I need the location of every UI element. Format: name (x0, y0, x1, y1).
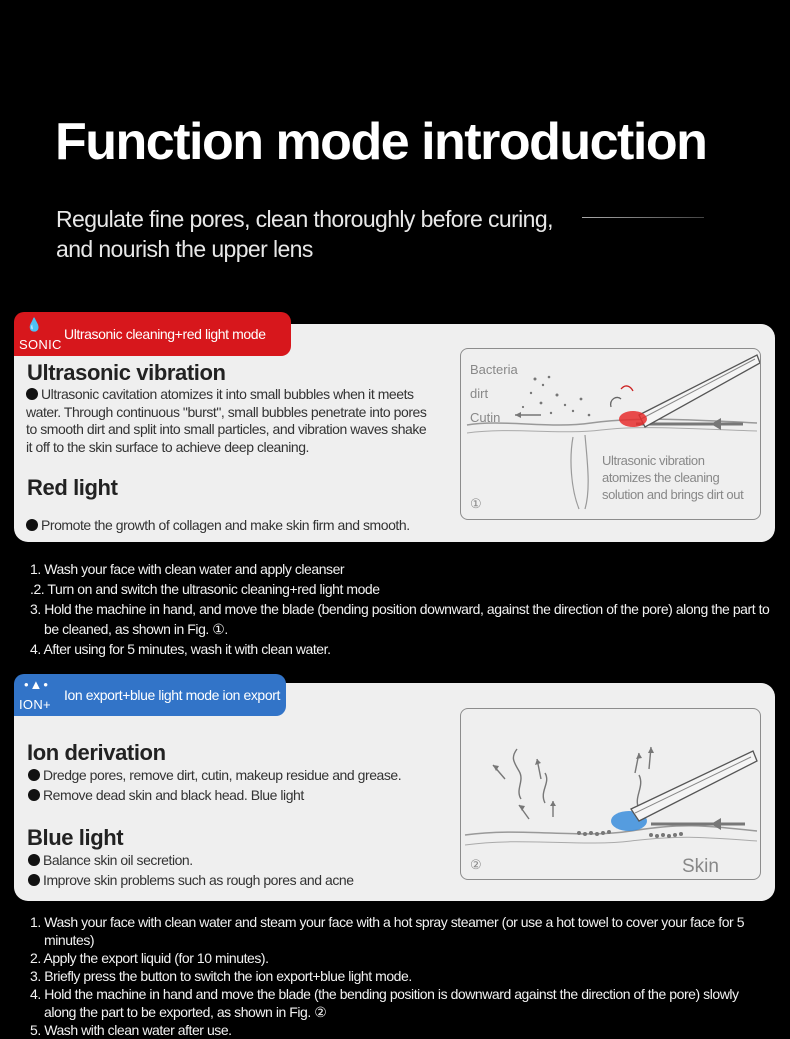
red-light-heading: Red light (27, 475, 118, 500)
wave-arrows (493, 747, 651, 819)
sonic-mode-badge (14, 312, 291, 356)
blue-item (28, 872, 448, 890)
ion-steps (30, 913, 770, 1039)
ion-diagram (461, 709, 760, 879)
dirt-label: dirt (470, 386, 489, 401)
figure1-number: ① (470, 496, 482, 511)
step-item: 4. After using for 5 minutes, wash it with clean water. (30, 641, 331, 657)
skin-label: Skin (682, 856, 719, 877)
step-item: 1. Wash your face with clean water and apply cleanser (30, 561, 345, 577)
red-light-description: Promote the growth of collagen and make skin firm and smooth. (41, 517, 410, 533)
ultrasonic-description: Ultrasonic cavitation atomizes it into small bubbles when it meets water. Through continuous "burst", small bubbles penetrate into pores to smooth dirt and split into small particles, and vibration waves shake it off to the skin surface to achieve deep cleaning. (26, 386, 427, 455)
bullet-icon (28, 874, 40, 886)
bullet-icon (28, 854, 40, 866)
ion-derivation-heading: Ion derivation (27, 740, 166, 765)
ultrasonic-diagram (461, 349, 760, 519)
drops-icon: 💧 SONIC (19, 317, 62, 352)
cutin-label: Cutin (470, 410, 501, 425)
sonic-steps (30, 559, 770, 659)
sonic-mode-label: Ultrasonic cleaning+red light mode (64, 326, 266, 342)
ion-item (28, 787, 448, 805)
figure2-number: ② (470, 857, 482, 872)
step-item: 4. Hold the machine in hand and move the blade (the bending position is downward against the direction of the pore) slowly along the part to be exported, as shown in Fig. ② (30, 986, 739, 1020)
bullet-icon (26, 388, 38, 400)
bullet-icon (28, 769, 40, 781)
step-item: .2. Turn on and switch the ultrasonic cleaning+red light mode (30, 581, 380, 597)
step-item: 3. Briefly press the button to switch the ion export+blue light mode. (30, 968, 412, 984)
bullet-icon (28, 789, 40, 801)
ultrasonic-heading: Ultrasonic vibration (27, 360, 226, 385)
blue-item-text: Improve skin problems such as rough pores and acne (43, 872, 354, 888)
sonic-code: SONIC (19, 337, 62, 352)
ion-icon: •▲• ION+ (19, 677, 51, 712)
dirt-particles (522, 376, 590, 417)
ion-mode-label: Ion export+blue light mode ion export (64, 687, 280, 703)
subtitle-divider (582, 217, 704, 218)
figure1-caption: Ultrasonic vibration atomizes the cleaning solution and brings dirt out (602, 453, 744, 502)
bacteria-label: Bacteria (470, 362, 518, 377)
step-item: 3. Hold the machine in hand, and move the blade (bending position downward, against the direction of the pore) along the part to be cleaned, as shown in Fig. ①. (30, 601, 770, 637)
ion-item-text: Remove dead skin and black head. Blue light (43, 787, 304, 803)
page-subtitle: Regulate fine pores, clean thoroughly before curing, and nourish the upper lens (56, 206, 553, 262)
bullet-icon (26, 519, 38, 531)
red-light-text (26, 517, 456, 535)
ion-item (28, 767, 448, 785)
figure-1 (460, 348, 761, 520)
step-item: 1. Wash your face with clean water and steam your face with a hot spray steamer (or use a hot towel to cover your face for 5 minutes) (30, 914, 745, 948)
blue-item (28, 852, 448, 870)
blue-light-heading: Blue light (27, 825, 124, 850)
device-blade-icon (639, 355, 760, 427)
red-light-glow (619, 411, 647, 427)
ion-code: ION+ (19, 697, 51, 712)
figure-2 (460, 708, 761, 880)
ion-mode-badge (14, 674, 286, 716)
ion-item-text: Dredge pores, remove dirt, cutin, makeup residue and grease. (43, 767, 402, 783)
page-title: Function mode introduction (55, 113, 707, 171)
step-item: 5. Wash with clean water after use. (30, 1022, 232, 1038)
step-item: 2. Apply the export liquid (for 10 minutes). (30, 950, 269, 966)
blue-item-text: Balance skin oil secretion. (43, 852, 193, 868)
ultrasonic-text (26, 386, 431, 456)
